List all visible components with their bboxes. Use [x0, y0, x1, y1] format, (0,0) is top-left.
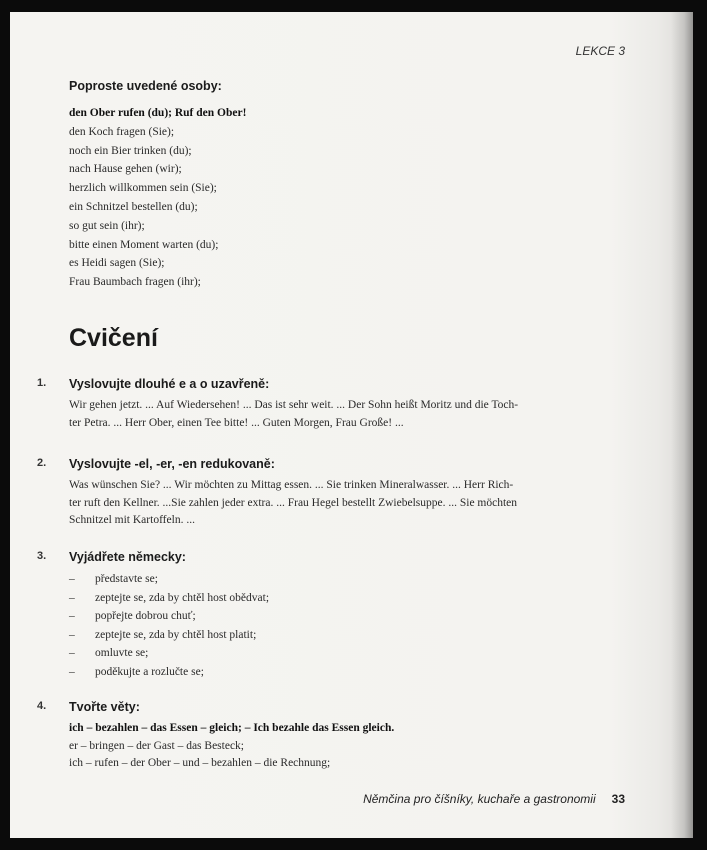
exercise-body: [69, 720, 609, 773]
bullet-text: zeptejte se, zda by chtěl host platit;: [95, 628, 257, 641]
bullet-item: [69, 644, 617, 663]
book-page: [10, 12, 693, 838]
task-example: den Ober rufen (du); Ruf den Ober!: [69, 107, 247, 119]
running-head: LEKCE 3: [575, 44, 625, 58]
task-item: nach Hause gehen (wir);: [69, 163, 182, 176]
page-number: 33: [611, 792, 625, 806]
bullet-text: představte se;: [95, 573, 158, 585]
bullet-text: poděkujte a rozlučte se;: [95, 665, 204, 678]
exercise-bullets: [69, 570, 617, 681]
page-footer: [363, 792, 625, 806]
task-item: Frau Baumbach fragen (ihr);: [69, 276, 201, 289]
exercise-line: Wir gehen jetzt. ... Auf Wiedersehen! ... Das ist sehr weit. ... Der Sohn heißt Moritz und die Toch-: [69, 399, 519, 411]
page-spine-shadow: [671, 12, 693, 838]
exercise-1: [37, 377, 617, 432]
exercise-line: Schnitzel mit Kartoffeln. ...: [69, 514, 195, 526]
task-item: noch ein Bier trinken (du);: [69, 144, 192, 157]
exercise-line: ich – rufen – der Ober – und – bezahlen – die Rechnung;: [69, 757, 331, 769]
exercise-number: 1.: [37, 377, 47, 389]
bullet-dash: –: [69, 573, 75, 585]
bullet-dash: –: [69, 591, 75, 604]
exercise-number: 2.: [37, 457, 47, 469]
bullet-dash: –: [69, 647, 75, 659]
exercise-3: [37, 550, 617, 681]
exercise-number: 4.: [37, 700, 47, 712]
bullet-item: [69, 589, 617, 608]
task-item: den Koch fragen (Sie);: [69, 125, 175, 138]
bullet-text: zeptejte se, zda by chtěl host obědvat;: [95, 591, 270, 604]
bullet-dash: –: [69, 610, 75, 622]
exercise-line: er – bringen – der Gast – das Besteck;: [69, 739, 245, 752]
exercise-line: Was wünschen Sie? ... Wir möchten zu Mittag essen. ... Sie trinken Mineralwasser. ... Herr Rich-: [69, 479, 514, 491]
exercise-number: 3.: [37, 550, 47, 562]
task-item: so gut sein (ihr);: [69, 219, 145, 232]
bullet-item: [69, 663, 617, 682]
bullet-item: [69, 607, 617, 626]
task-item: ein Schnitzel bestellen (du);: [69, 200, 198, 213]
exercise-body: [69, 397, 609, 432]
bullet-dash: –: [69, 665, 75, 678]
bullet-item: [69, 570, 617, 589]
exercise-title: Vyslovujte -el, -er, -en redukovaně:: [69, 457, 275, 471]
bullet-text: popřejte dobrou chuť;: [95, 610, 196, 622]
exercise-line: ter Petra. ... Herr Ober, einen Tee bitte! ... Guten Morgen, Frau Große! ...: [69, 416, 404, 429]
exercise-title: Tvořte věty:: [69, 700, 140, 714]
bullet-text: omluvte se;: [95, 647, 149, 659]
task-item: bitte einen Moment warten (du);: [69, 238, 219, 251]
bullet-dash: –: [69, 628, 75, 641]
task-item: es Heidi sagen (Sie);: [69, 257, 165, 270]
task-title: Poproste uvedené osoby:: [69, 79, 222, 93]
task-lines: [69, 104, 246, 292]
exercise-title: Vyslovujte dlouhé e a o uzavřeně:: [69, 377, 270, 391]
section-heading: Cvičení: [69, 324, 158, 352]
exercise-2: [37, 457, 617, 530]
exercise-title: Vyjádřete německy:: [69, 550, 186, 564]
exercise-4: [37, 700, 617, 773]
book-title: Němčina pro číšníky, kuchaře a gastronomii: [363, 792, 596, 806]
exercise-line: ter ruft den Kellner. ...Sie zahlen jeder extra. ... Frau Hegel bestellt Zwiebelsuppe. ... Sie möchten: [69, 496, 518, 509]
task-item: herzlich willkommen sein (Sie);: [69, 182, 217, 195]
exercise-example: ich – bezahlen – das Essen – gleich; – Ich bezahle das Essen gleich.: [69, 722, 395, 734]
bullet-item: [69, 626, 617, 645]
exercise-body: [69, 477, 609, 530]
